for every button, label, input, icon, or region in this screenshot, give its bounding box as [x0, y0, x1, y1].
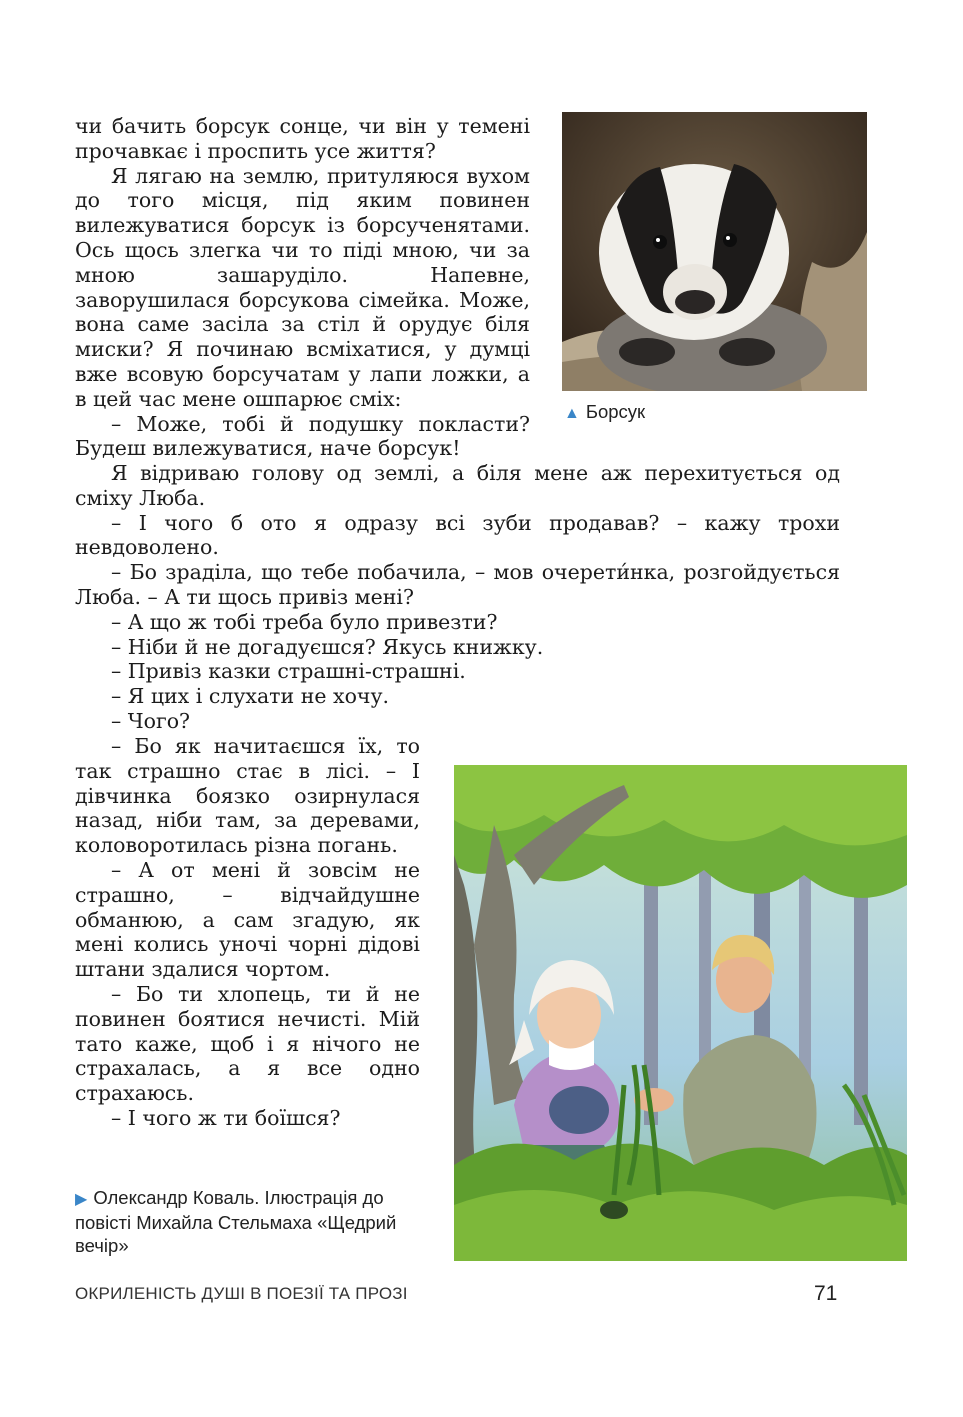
paragraph: – Бо зраділа, що тебе побачила, – мов очерети́нка, розгойдується Люба. – А ти щось привіз мені? — [75, 560, 840, 609]
paragraph: – А от мені й зовсім не страшно, – відчайдушне обманюю, а сам згадую, як мені колись уночі чорні дідові штани здалися чортом. — [75, 857, 420, 982]
triangle-up-icon: ▲ — [564, 405, 580, 422]
paragraph: – Чого? — [111, 708, 191, 733]
illustration-caption-text: Олександр Коваль. Ілюстрація до повісті Михайла Стельмаха «Щедрий вечір» — [75, 1187, 397, 1256]
page-number: 71 — [814, 1282, 838, 1305]
triangle-right-icon: ▶ — [75, 1191, 88, 1208]
paragraph: – І чого ж ти боїшся? — [111, 1105, 341, 1130]
badger-caption-text: Борсук — [585, 401, 646, 422]
paragraph: – Бо як начитаєшся їх, то так страшно стає в лісі. – І дівчинка боязко озирнулася назад, ніби там, за деревами, коловоротилась різна погань. — [75, 734, 420, 858]
text-column-full — [75, 461, 840, 734]
paragraph: – Бо ти хлопець, ти й не повинен боятися нечисті. Мій тато каже, щоб і я нічого не страхалась, а я все одно страхаюсь. — [75, 981, 420, 1106]
paragraph: чи бачить борсук сонце, чи він у темені прочавкає і проспить усе життя? — [75, 114, 530, 163]
paragraph: – Привіз казки страшні-страшні. — [111, 659, 466, 684]
paragraph: – Я цих і слухати не хочу. — [111, 684, 390, 709]
paragraph: Я відриваю голову од землі, а біля мене аж перехитується од сміху Люба. — [75, 461, 840, 510]
text-column-top — [75, 114, 530, 461]
paragraph: – Ніби й не догадуєшся? Якусь книжку. — [111, 634, 544, 659]
paragraph: – І чого б ото я одразу всі зуби продавав? – кажу трохи невдоволено. — [75, 510, 840, 560]
badger-photo — [562, 112, 867, 391]
footer-section-title: ОКРИЛЕНІСТЬ ДУШІ В ПОЕЗІЇ ТА ПРОЗІ — [75, 1284, 408, 1303]
illustration-caption — [75, 1186, 425, 1257]
paragraph: Я лягаю на землю, притуляюся вухом до того місця, під яким повинен вилежуватися борсук із борсученятами. Ось щось злегка чи то піді мною, чи за мною зашаруділо. Напевне, заворушилася борсукова сімейка. Може, вона саме засіла за стіл й орудує біля миски? Я починаю всміхатися, у думці вже всовую борсучатам у лапи ложки, а в цей час мене ошпарює сміх: — [75, 163, 530, 411]
badger-caption — [564, 400, 645, 425]
paragraph: – А що ж тобі треба було привезти? — [111, 609, 498, 634]
forest-illustration — [454, 765, 907, 1261]
paragraph: – Може, тобі й подушку покласти? Будеш вилежуватися, наче борсук! — [75, 411, 530, 461]
text-column-left — [75, 734, 420, 1131]
